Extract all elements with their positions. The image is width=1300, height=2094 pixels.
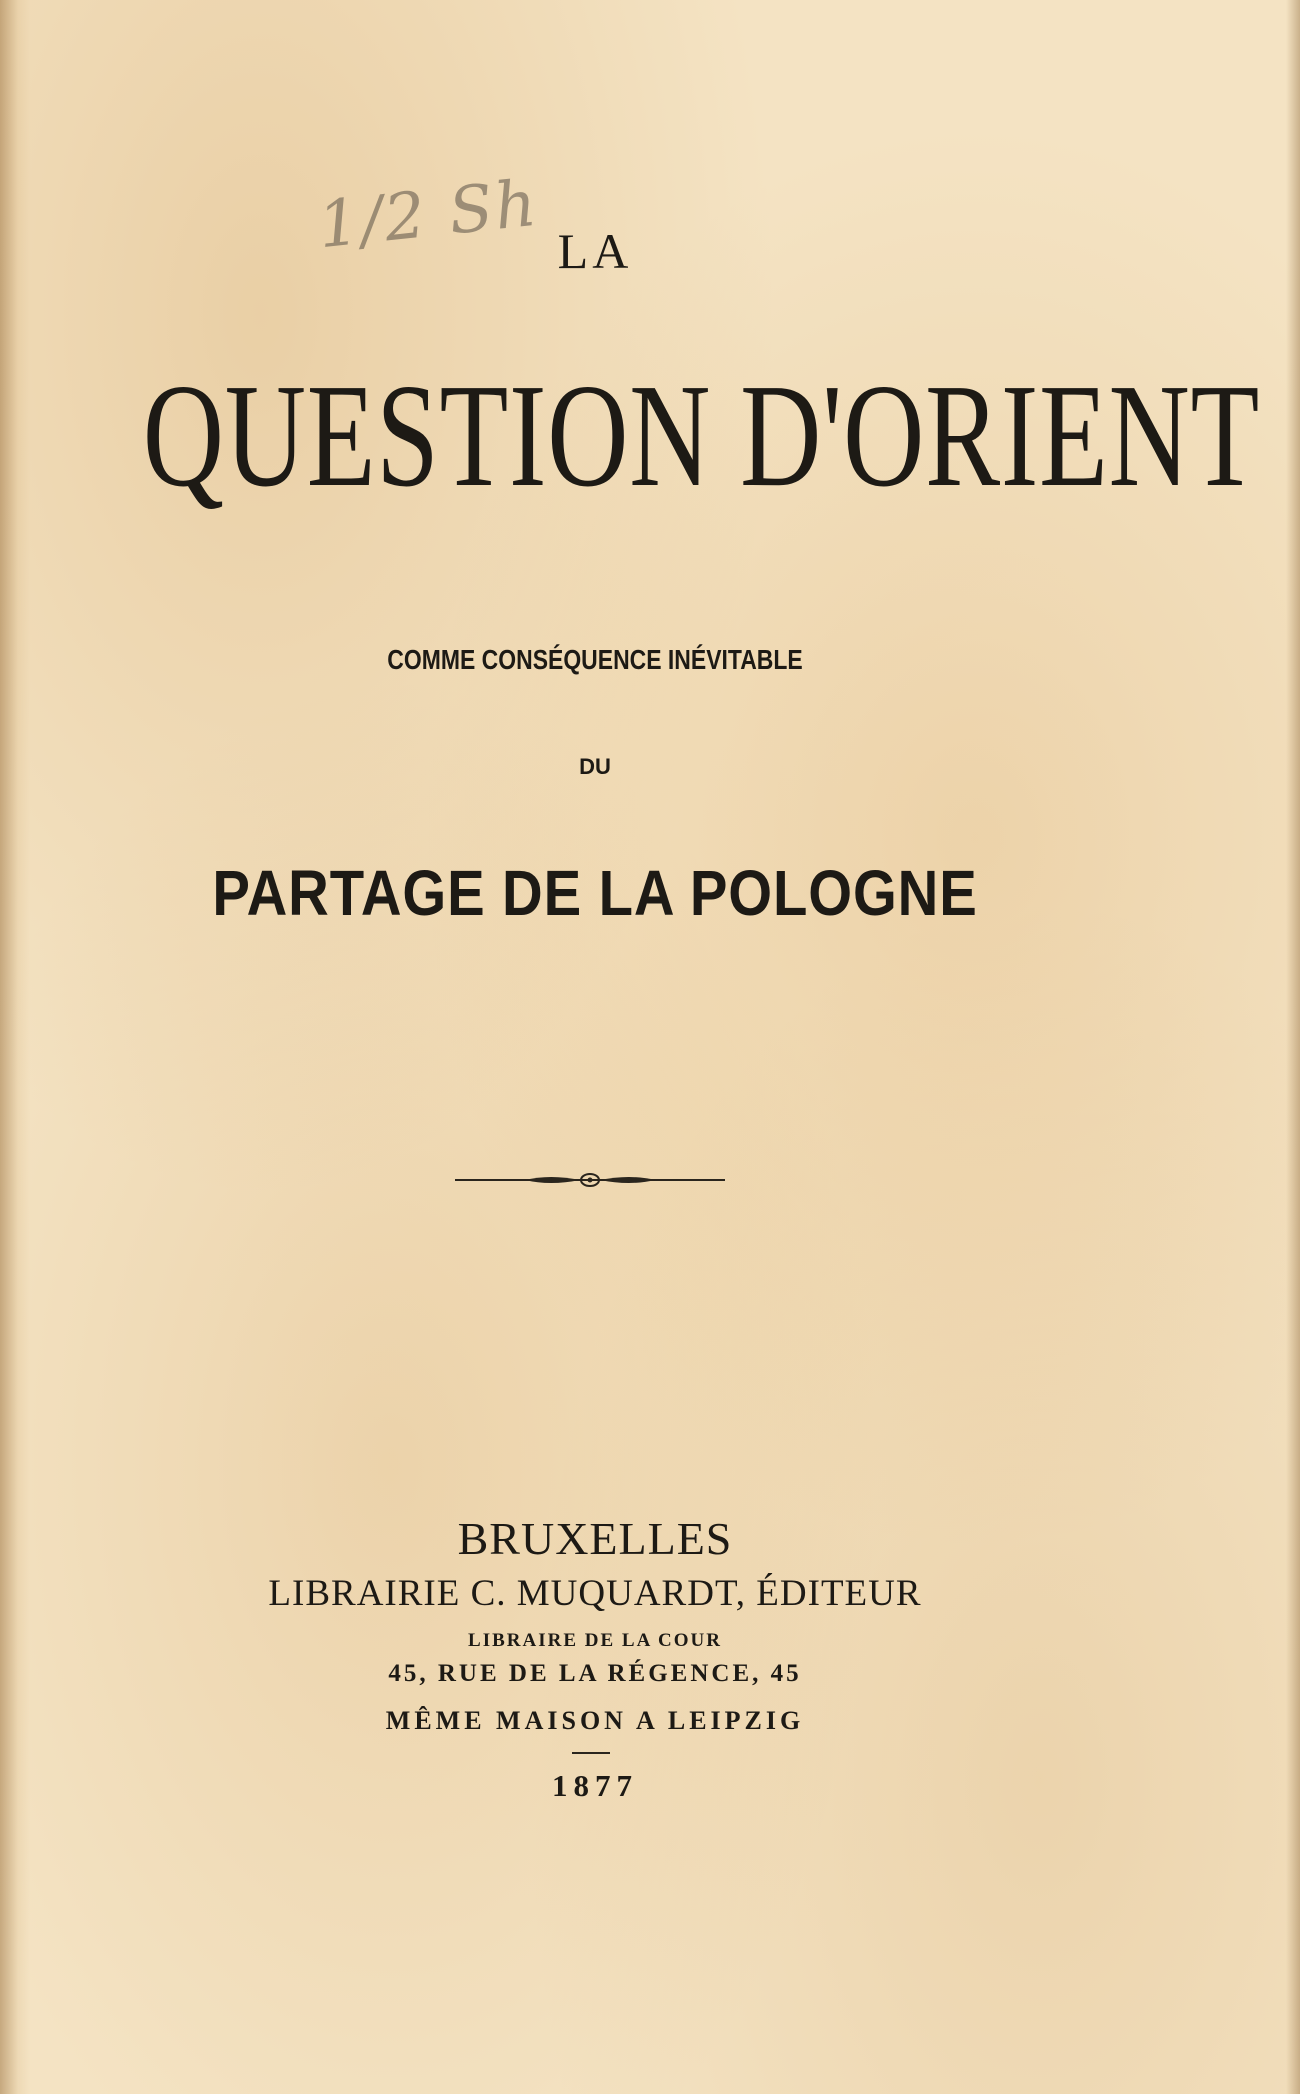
short-divider [572, 1752, 610, 1754]
imprint-city: BRUXELLES [457, 1513, 733, 1564]
ornamental-rule-icon [455, 1168, 725, 1192]
handwritten-shelf-note: 1/2 Sh [314, 166, 542, 264]
imprint-branch: MÊME MAISON A LEIPZIG [385, 1706, 805, 1735]
subtitle-line-2: PARTAGE DE LA POLOGNE [212, 857, 978, 929]
main-title: QUESTION D'ORIENT [142, 354, 1261, 518]
imprint-publisher: LIBRAIRIE C. MUQUARDT, ÉDITEUR [268, 1573, 922, 1614]
subtitle-line-1: COMME CONSÉQUENCE INÉVITABLE [387, 644, 803, 675]
title-article: LA [557, 223, 633, 279]
imprint-year: 1877 [552, 1768, 638, 1803]
subtitle-connector: DU [579, 754, 611, 779]
imprint-court-title: LIBRAIRE DE LA COUR [468, 1630, 722, 1651]
imprint-address: 45, RUE DE LA RÉGENCE, 45 [388, 1660, 802, 1687]
